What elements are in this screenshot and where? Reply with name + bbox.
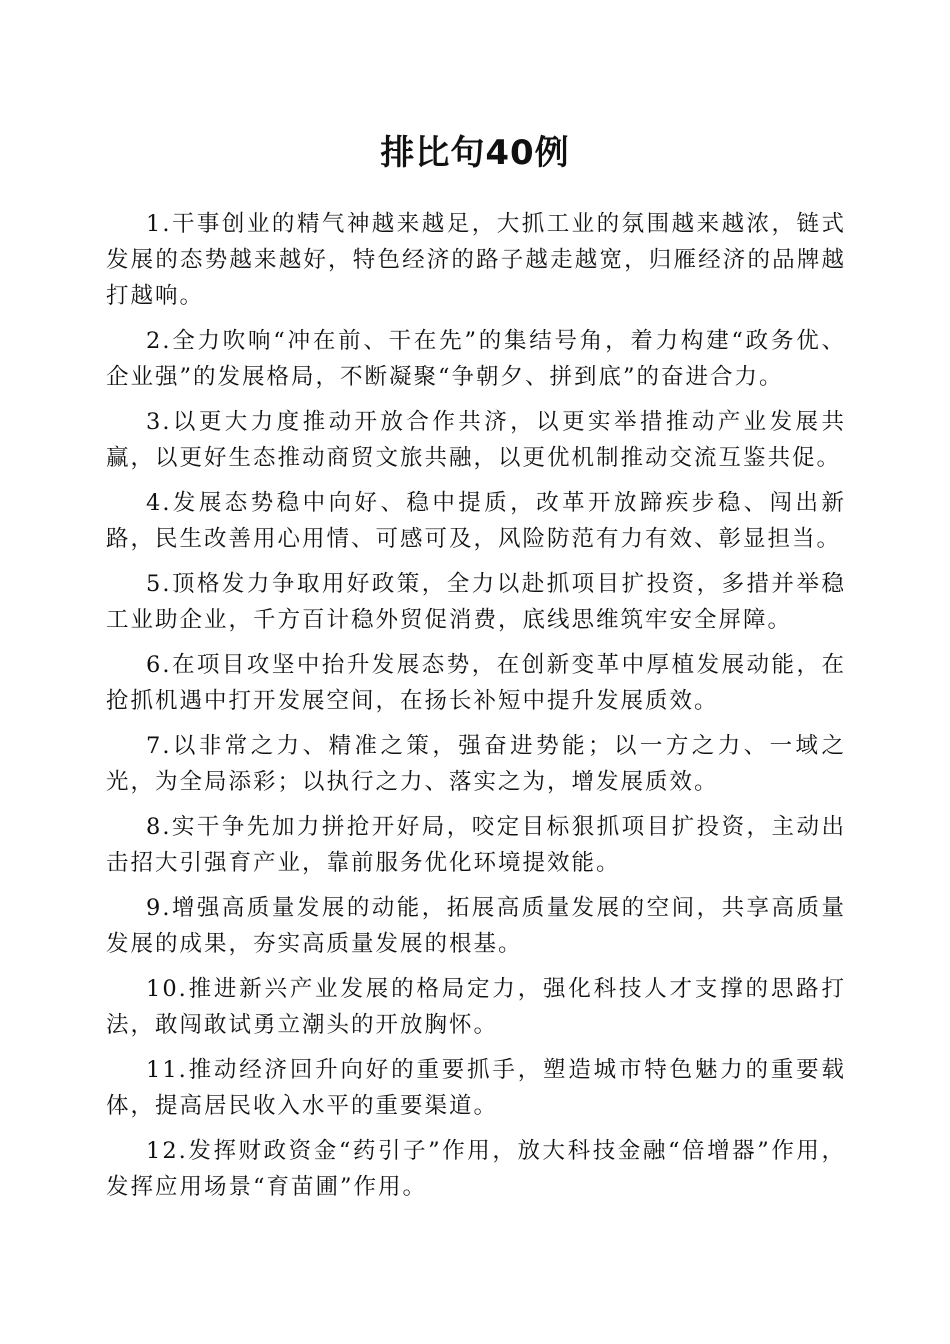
list-item-12: 12.发挥财政资金“药引子”作用，放大科技金融“倍增器”作用，发挥应用场景“育苗圃”作用。	[106, 1138, 846, 1200]
list-item-7: 7.以非常之力、精准之策，强奋进势能；以一方之力、一域之光，为全局添彩；以执行之力、落实之为，增发展质效。	[106, 733, 846, 795]
list-item-10: 10.推进新兴产业发展的格局定力，强化科技人才支撑的思路打法，敢闯敢试勇立潮头的开放胸怀。	[106, 976, 846, 1038]
document-body	[106, 206, 846, 1214]
list-item-3: 3.以更大力度推动开放合作共济，以更实举措推动产业发展共赢，以更好生态推动商贸文旅共融，以更优机制推动交流互鉴共促。	[106, 409, 846, 471]
list-item-11: 11.推动经济回升向好的重要抓手，塑造城市特色魅力的重要载体，提高居民收入水平的重要渠道。	[106, 1057, 846, 1119]
list-item-9: 9.增强高质量发展的动能，拓展高质量发展的空间，共享高质量发展的成果，夯实高质量发展的根基。	[106, 895, 846, 957]
list-item-2: 2.全力吹响“冲在前、干在先”的集结号角，着力构建“政务优、企业强”的发展格局，不断凝聚“争朝夕、拼到底”的奋进合力。	[106, 328, 846, 390]
list-item-4: 4.发展态势稳中向好、稳中提质，改革开放蹄疾步稳、闯出新路，民生改善用心用情、可感可及，风险防范有力有效、彰显担当。	[106, 490, 846, 552]
list-item-1: 1.干事创业的精气神越来越足，大抓工业的氛围越来越浓，链式发展的态势越来越好，特色经济的路子越走越宽，归雁经济的品牌越打越响。	[106, 211, 846, 309]
list-item-6: 6.在项目攻坚中抬升发展态势，在创新变革中厚植发展动能，在抢抓机遇中打开发展空间，在扬长补短中提升发展质效。	[106, 652, 846, 714]
page-title: 排比句40例	[380, 133, 570, 173]
list-item-5: 5.顶格发力争取用好政策，全力以赴抓项目扩投资，多措并举稳工业助企业，千方百计稳外贸促消费，底线思维筑牢安全屏障。	[106, 571, 846, 633]
list-item-8: 8.实干争先加力拼抢开好局，咬定目标狠抓项目扩投资，主动出击招大引强育产业，靠前服务优化环境提效能。	[106, 814, 846, 876]
